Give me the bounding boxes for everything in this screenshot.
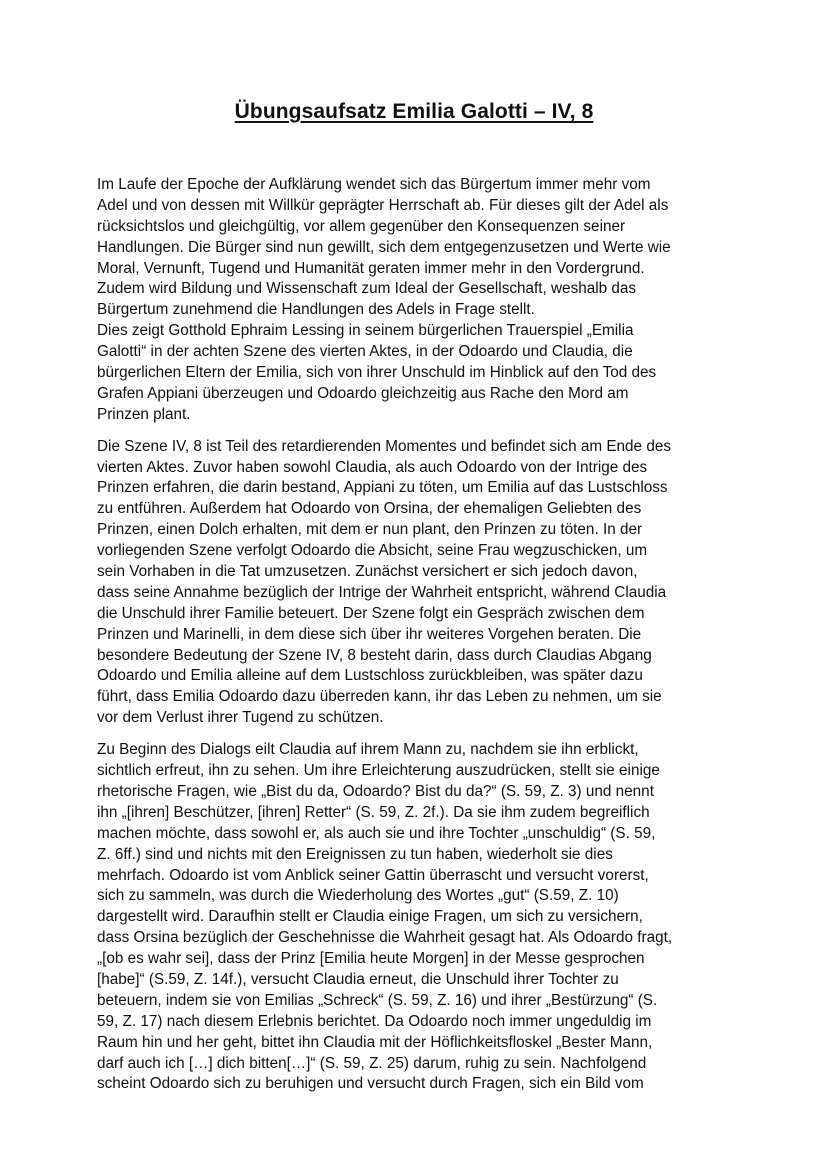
paragraph-scene-context — [97, 437, 737, 729]
text-line: Raum hin und her geht, bittet ihn Claudia mit der Höflichkeitsfloskel „Bester Mann, — [97, 1033, 653, 1051]
text-line: darf auch ich […] dich bitten[…]“ (S. 59, Z. 25) darum, ruhig zu sein. Nachfolgend — [97, 1054, 647, 1072]
text-line: ihn „[ihren] Beschützer, [ihren] Retter“ (S. 59, Z. 2f.). Da sie ihm zudem begreiflich — [97, 803, 650, 821]
text-line: Prinzen, einen Dolch erhalten, mit dem er nun plant, den Prinzen zu töten. In der — [97, 521, 643, 539]
text-line: Handlungen. Die Bürger sind nun gewillt, sich dem entgegenzusetzen und Werte wie — [97, 238, 671, 256]
text-line: sichtlich erfreut, ihn zu sehen. Um ihre Erleichterung auszudrücken, stellt sie einige — [97, 762, 660, 780]
text-line: Dies zeigt Gotthold Ephraim Lessing in seinem bürgerlichen Trauerspiel „Emilia — [97, 322, 634, 340]
text-line: Moral, Vernunft, Tugend und Humanität geraten immer mehr in den Vordergrund. — [97, 259, 645, 277]
text-line: dargestellt wird. Daraufhin stellt er Claudia einige Fragen, um sich zu versichern, — [97, 908, 643, 926]
text-line: beteuern, indem sie von Emilias „Schreck“ (S. 59, Z. 16) und ihrer „Bestürzung“ (S. — [97, 991, 658, 1009]
text-line: 59, Z. 17) nach diesem Erlebnis berichtet. Da Odoardo noch immer ungeduldig im — [97, 1012, 652, 1030]
text-line: Galotti“ in der achten Szene des vierten Aktes, in der Odoardo und Claudia, die — [97, 343, 633, 361]
text-line: Zudem wird Bildung und Wissenschaft zum Ideal der Gesellschaft, weshalb das — [97, 280, 637, 298]
text-line: vor dem Verlust ihrer Tugend zu schützen. — [97, 709, 384, 727]
text-line: sein Vorhaben in die Tat umzusetzen. Zunächst versichert er sich jedoch davon, — [97, 563, 638, 581]
text-line: rücksichtslos und gleichgültig, vor allem gegenüber den Konsequenzen seiner — [97, 217, 626, 235]
text-line: Z. 6ff.) sind und nichts mit den Ereignissen zu tun haben, wiederholt sie dies — [97, 845, 613, 863]
text-line: Prinzen erfahren, die darin bestand, Appiani zu töten, um Emilia auf das Lustschloss — [97, 479, 668, 497]
text-line: rhetorische Fragen, wie „Bist du da, Odoardo? Bist du da?“ (S. 59, Z. 3) und nennt — [97, 782, 654, 800]
text-line: Zu Beginn des Dialogs eilt Claudia auf ihrem Mann zu, nachdem sie ihn erblickt, — [97, 741, 639, 759]
text-line: Bürgertum zunehmend die Handlungen des Adels in Frage stellt. — [97, 301, 535, 319]
text-line: Odoardo und Emilia alleine auf dem Lustschloss zurückbleiben, was später dazu — [97, 667, 643, 685]
text-line: Prinzen und Marinelli, in dem diese sich über ihr weiteres Vorgehen beraten. Die — [97, 625, 642, 643]
text-line: dass seine Annahme bezüglich der Intrige der Wahrheit entspricht, während Claudia — [97, 583, 667, 601]
text-line: bürgerlichen Eltern der Emilia, sich von ihrer Unschuld im Hinblick auf den Tod des — [97, 364, 657, 382]
text-line: machen möchte, dass sowohl er, als auch sie und ihre Tochter „unschuldig“ (S. 59, — [97, 824, 656, 842]
document-body — [97, 175, 737, 1095]
text-line: vierten Aktes. Zuvor haben sowohl Claudia, als auch Odoardo von der Intrige des — [97, 458, 648, 476]
text-line: Grafen Appiani überzeugen und Odoardo gleichzeitig aus Rache den Mord am — [97, 384, 629, 402]
text-line: vorliegenden Szene verfolgt Odoardo die Absicht, seine Frau wegzuschicken, um — [97, 542, 648, 560]
text-line: Prinzen plant. — [97, 405, 191, 423]
text-line: mehrfach. Odoardo ist vom Anblick seiner Gattin überrascht und versucht vorerst, — [97, 866, 649, 884]
text-line: dass Orsina bezüglich der Geschehnisse die Wahrheit gesagt hat. Als Odoardo fragt, — [97, 929, 673, 947]
text-line: führt, dass Emilia Odoardo dazu überreden kann, ihr das Leben zu nehmen, um sie — [97, 688, 662, 706]
text-line: Im Laufe der Epoche der Aufklärung wendet sich das Bürgertum immer mehr vom — [97, 176, 651, 193]
text-line: [habe]“ (S.59, Z. 14f.), versucht Claudia erneut, die Unschuld ihrer Tochter zu — [97, 970, 619, 988]
paragraph-introduction — [97, 175, 737, 426]
text-line: Adel und von dessen mit Willkür geprägter Herrschaft ab. Für dieses gilt der Adel als — [97, 196, 669, 214]
text-line: die Unschuld ihrer Familie beteuert. Der Szene folgt ein Gespräch zwischen dem — [97, 604, 645, 622]
text-line: sich zu sammeln, was durch die Wiederholung des Wortes „gut“ (S.59, Z. 10) — [97, 887, 619, 905]
document-title: Übungsaufsatz Emilia Galotti – IV, 8 — [234, 100, 594, 123]
paragraph-dialogue-analysis — [97, 740, 737, 1095]
text-line: „[ob es wahr sei], dass der Prinz [Emilia heute Morgen] in der Messe gesprochen — [97, 950, 645, 968]
text-line: Die Szene IV, 8 ist Teil des retardierenden Momentes und befindet sich am Ende des — [97, 437, 671, 455]
text-line: besondere Bedeutung der Szene IV, 8 besteht darin, dass durch Claudias Abgang — [97, 646, 652, 664]
text-line: zu entführen. Außerdem hat Odoardo von Orsina, der ehemaligen Geliebten des — [97, 500, 642, 518]
text-line: scheint Odoardo sich zu beruhigen und versucht durch Fragen, sich ein Bild vom — [97, 1075, 644, 1093]
